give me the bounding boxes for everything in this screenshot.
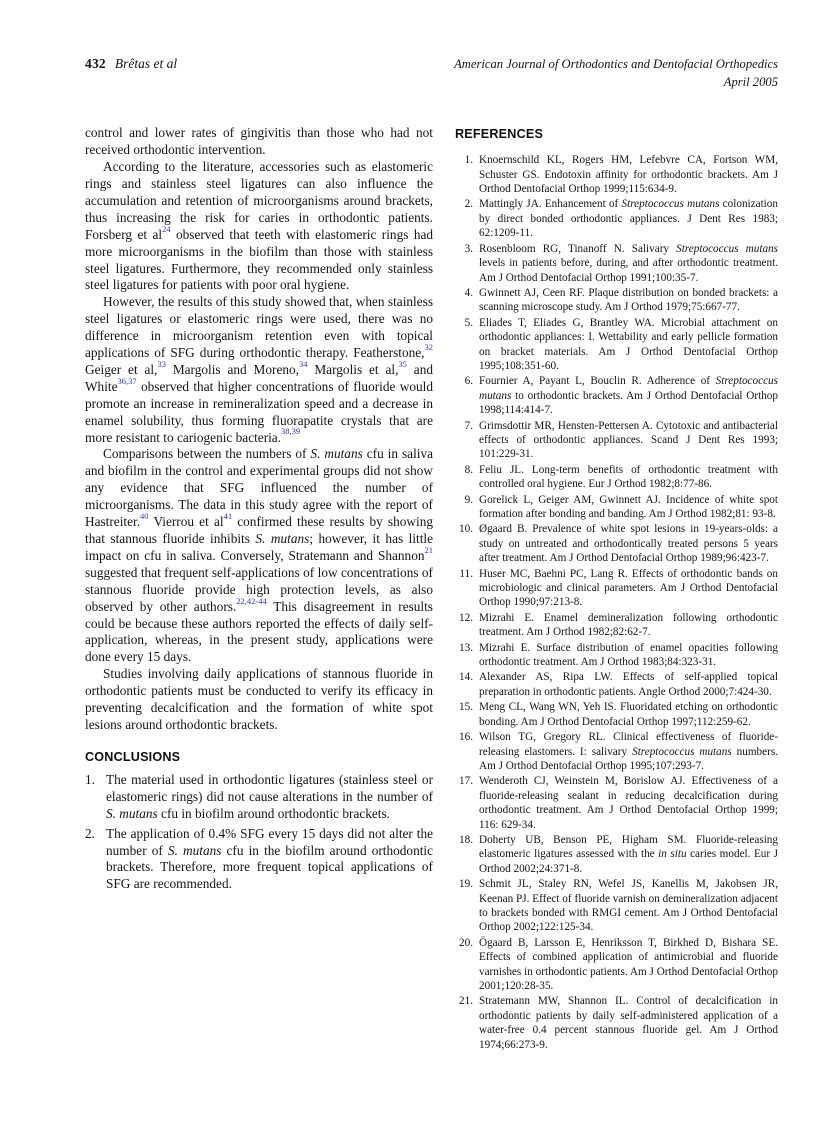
text-run: suggested that frequent self-applications of low concentrations of stannous fluoride provide high protection levels, as also observed by other authors.: [85, 564, 433, 614]
item-number: 20.: [459, 936, 473, 949]
text-run: Mattingly JA. Enhancement of: [479, 198, 622, 211]
text-run: cfu in biofilm around orthodontic brackets.: [157, 805, 390, 821]
text-run: confirmed these results by showing that stannous fluoride inhibits: [85, 514, 433, 546]
text-run: Comparisons between the numbers of: [103, 446, 311, 462]
item-text: [479, 153, 778, 196]
italic-text: Streptococcus mutans: [479, 375, 778, 402]
reference-item: [455, 197, 778, 240]
item-number: 16.: [459, 731, 473, 744]
item-text: [106, 772, 433, 823]
citation-superscript[interactable]: 36,37: [117, 375, 137, 386]
reference-item: [455, 522, 778, 565]
paragraph: [85, 125, 433, 159]
reference-item: [455, 994, 778, 1052]
paragraph: [85, 666, 433, 734]
item-text: [479, 730, 778, 773]
text-run: and White: [85, 361, 433, 394]
text-run: cfu in the biofilm around orthodontic brackets. Therefore, more frequent topical applications of SFG are recommended.: [106, 842, 434, 892]
item-number: 9.: [464, 493, 473, 506]
item-text: [479, 522, 778, 565]
item-number: 7.: [464, 419, 473, 432]
reference-item: [455, 374, 778, 417]
text-run: Geiger et al,: [85, 361, 158, 377]
text-run: Wilson TG, Gregory RL. Clinical effectiveness of fluoride-releasing elastomers. I: salivary: [479, 731, 778, 758]
item-text: [479, 877, 778, 935]
citation-superscript[interactable]: 35: [398, 358, 407, 369]
item-number: 8.: [464, 463, 473, 476]
reference-item: [455, 833, 778, 876]
text-run: numbers. Am J Orthod Dentofacial Orthop 1995;107:293-7.: [479, 745, 778, 772]
conclusion-item: [85, 826, 433, 894]
two-column-layout: [85, 125, 778, 1053]
item-text: [479, 611, 778, 640]
text-run: observed that higher concentrations of fluoride would promote an increase in remineralization speed and a decrease in enamel solubility, thus forming fluorapatite crystals that are more resistant to cariogenic bacteria.: [85, 378, 433, 445]
right-column: [455, 125, 778, 1053]
text-run: However, the results of this study showed that, when stainless steel ligatures or elastomeric rings were used, there was no difference in microorganism retention even with topical applications of SFG during orthodontic therapy. Featherstone,: [85, 294, 433, 361]
reference-item: [455, 316, 778, 374]
item-number: 19.: [459, 878, 473, 891]
reference-item: [455, 493, 778, 522]
text-run: Studies involving daily applications of stannous fluoride in orthodontic patients must be conducted to verify its efficacy in preventing decalcification and the formation of white spot lesions around orthodontic brackets.: [85, 666, 433, 732]
reference-item: [455, 419, 778, 462]
item-text: [479, 936, 778, 994]
item-text: [479, 419, 778, 462]
conclusions-heading: CONCLUSIONS: [85, 749, 181, 764]
reference-item: [455, 242, 778, 285]
paragraph: [85, 446, 433, 666]
text-run: Stratemann MW, Shannon IL. Control of decalcification in orthodontic patients by daily self-administered application of a water-free 0.4 percent stannous fluoride gel. Am J Orthod 1974;66:273-9.: [479, 995, 778, 1051]
text-run: The application of 0.4% SFG every 15 days did not alter the number of: [106, 825, 433, 858]
citation-superscript[interactable]: 22,42-44: [236, 595, 267, 606]
item-text: [479, 463, 778, 492]
item-number: 12.: [459, 611, 473, 624]
reference-item: [455, 153, 778, 196]
text-run: Grimsdottir MR, Hensten-Pettersen A. Cytotoxic and antibacterial effects of orthodontic appliances. Scand J Dent Res 1993; 101:229-31.: [479, 419, 778, 461]
reference-item: [455, 567, 778, 610]
italic-text: S. mutans: [255, 531, 310, 546]
reference-item: [455, 774, 778, 832]
text-run: ; however, it has little impact on cfu in saliva. Conversely, Stratemann and Shannon: [85, 531, 434, 563]
text-run: Vierrou et al: [148, 514, 224, 530]
item-text: [479, 242, 778, 285]
text-run: Huser MC, Baehni PC, Lang R. Effects of orthodontic bands on microbiologic and clinical parameters. Am J Orthod Dentofacial Orthop 1990;97:213-8.: [479, 567, 778, 609]
page-number: 432: [85, 56, 106, 71]
citation-superscript[interactable]: 21: [424, 544, 433, 555]
item-number: 1.: [85, 771, 95, 787]
text-run: Feliu JL. Long-term benefits of orthodontic treatment with controlled oral hygiene. Eur J Orthod 1982;8:77-86.: [479, 463, 778, 491]
item-number: 1.: [464, 154, 473, 167]
conclusions-list: [85, 772, 433, 893]
citation-superscript[interactable]: 41: [223, 510, 233, 521]
italic-text: S. mutans: [106, 805, 158, 821]
text-run: observed that teeth with elastomeric rings had more microorganisms in the biofilm than those with stainless steel ligatures. Furthermore, they recommended only stainless steel ligatures for patients with poor oral hygiene.: [85, 226, 434, 293]
item-number: 3.: [464, 242, 473, 255]
citation-superscript[interactable]: 38,39: [281, 426, 301, 437]
citation-superscript[interactable]: 40: [140, 510, 149, 521]
citation-superscript[interactable]: 33: [157, 358, 166, 369]
text-run: Rosenbloom RG, Tinanoff N. Salivary: [479, 242, 677, 255]
journal-title: American Journal of Orthodontics and Dentofacial Orthopedics: [454, 57, 778, 71]
citation-superscript[interactable]: 32: [424, 341, 433, 352]
text-run: colonization by direct bonded orthodontic appliances. J Dent Res 1983; 62:1209-11.: [479, 198, 778, 240]
text-run: According to the literature, accessories such as elastomeric rings and stainless steel ligatures can also influence the accumulation and retention of microorganisms around brackets, thus increasing the risk for caries in orthodontic patients. Forsberg et al: [85, 159, 433, 242]
item-number: 21.: [459, 995, 473, 1008]
running-header: [85, 56, 778, 91]
reference-item: [455, 877, 778, 935]
item-number: 17.: [459, 775, 473, 788]
item-number: 13.: [459, 641, 473, 654]
paragraph: [85, 294, 433, 446]
item-number: 10.: [459, 523, 473, 536]
running-authors: Brêtas et al: [114, 56, 178, 71]
italic-text: S. mutans: [310, 446, 363, 462]
running-header-left: [85, 56, 177, 72]
text-run: Gwinnett AJ, Ceen RF. Plaque distribution on bonded brackets: a scanning microscope study. Am J Orthod 1979;75:667-77.: [479, 286, 778, 314]
reference-item: [455, 700, 778, 729]
italic-text: Streptococcus mutans: [676, 242, 778, 255]
item-number: 2.: [464, 198, 473, 211]
item-text: [479, 641, 778, 670]
citation-superscript[interactable]: 34: [298, 358, 308, 369]
item-number: 11.: [459, 567, 473, 580]
left-column: [85, 125, 433, 1053]
reference-item: [455, 670, 778, 699]
references-list: [455, 153, 778, 1052]
item-number: 14.: [459, 671, 473, 684]
reference-item: [455, 286, 778, 315]
item-text: [479, 493, 778, 522]
item-number: 2.: [85, 825, 95, 841]
text-run: Øgaard B. Prevalence of white spot lesions in 19-years-olds: a study on untreated and orthodontically treated persons 5 years after treatment. Am J Orthod Dentofacial Orthop 1989;96:423-7.: [479, 523, 778, 565]
references-heading: REFERENCES: [455, 127, 544, 142]
text-run: This disagreement in results could be because these authors reported the effects of daily self-application, whereas, in the present study, applications were done every 15 days.: [85, 598, 433, 665]
reference-item: [455, 463, 778, 492]
item-number: 5.: [464, 316, 473, 329]
item-text: [479, 670, 778, 699]
conclusion-item: [85, 772, 433, 823]
text-run: Eliades T, Eliades G, Brantley WA. Microbial attachment on orthodontic appliances: I. Wettability and early pellicle formation on bracket materials. Am J Orthod Dentofacial Orthop 1995;108:351-60.: [479, 316, 778, 372]
reference-item: [455, 730, 778, 773]
running-header-right: [454, 56, 778, 91]
item-text: [479, 833, 778, 876]
text-run: Schmit JL, Staley RN, Wefel JS, Kanellis M, Jakobsen JR, Keenan PJ. Effect of fluoride varnish on demineralization adjacent to brackets bonded with RMGI cement. Am J Orthod Dentofacial Orthop 2002;122:125-34.: [479, 878, 778, 934]
item-text: [479, 700, 778, 729]
item-number: 6.: [464, 375, 473, 388]
text-run: Fournier A, Payant L, Bouclin R. Adherence of: [479, 375, 716, 388]
item-number: 4.: [464, 286, 473, 299]
item-text: [479, 374, 778, 417]
discussion-text: [85, 125, 433, 734]
reference-item: [455, 611, 778, 640]
text-run: caries model. Eur J Orthod 2002;24:371-8.: [479, 848, 778, 875]
text-run: to orthodontic brackets. Am J Orthod Dentofacial Orthop 1998;114:414-7.: [479, 389, 778, 417]
citation-superscript[interactable]: 24: [162, 223, 171, 234]
text-run: Margolis and Moreno,: [165, 361, 299, 377]
reference-item: [455, 936, 778, 994]
text-run: Mizrahi E. Enamel demineralization following orthodontic treatment. Am J Orthod 1982;82:62-7.: [479, 611, 778, 639]
text-run: cfu in saliva and biofilm in the control and experimental groups did not show any evidence that SFG influenced the number of microorganisms. The data in this study agree with the report of Hastreiter.: [85, 446, 434, 530]
item-number: 18.: [459, 833, 473, 846]
item-text: [479, 567, 778, 610]
issue-date: April 2005: [723, 74, 778, 89]
text-run: Mizrahi E. Surface distribution of enamel opacities following orthodontic treatment. Am J Orthod 1983;84:323-31.: [479, 641, 778, 669]
text-run: Alexander AS, Ripa LW. Effects of self-applied topical preparation in orthodontic patients. Angle Orthod 2000;7:424-30.: [479, 671, 778, 698]
item-number: 15.: [459, 701, 473, 714]
item-text: [479, 994, 778, 1052]
item-text: [479, 774, 778, 832]
text-run: Gorelick L, Geiger AM, Gwinnett AJ. Incidence of white spot formation after bonding and banding. Am J Orthod 1982;81: 93-8.: [479, 493, 778, 520]
text-run: Margolis et al,: [307, 361, 399, 377]
item-text: [479, 286, 778, 315]
text-run: control and lower rates of gingivitis than those who had not received orthodontic intervention.: [85, 125, 433, 158]
text-run: Ögaard B, Larsson E, Henriksson T, Birkhed D, Bishara SE. Effects of combined application of antimicrobial and fluoride varnishes in orthodontic patients. Am J Orthod Dentofacial Orthop 2001;120:28-35.: [479, 936, 778, 992]
text-run: The material used in orthodontic ligatures (stainless steel or elastomeric rings) did not cause alterations in the number of: [106, 771, 433, 804]
text-run: levels in patients before, during, and after orthodontic treatment. Am J Orthod Dentofacial Orthop 1991;100:35-7.: [479, 257, 778, 284]
italic-text: Streptococcus mutans: [632, 745, 732, 758]
paragraph: [85, 159, 433, 294]
text-run: Meng CL, Wang WN, Yeh IS. Fluoridated etching on orthodontic bonding. Am J Orthod Dentofacial Orthop 1997;112:259-62.: [479, 701, 778, 728]
text-run: Doherty UB, Benson PE, Higham SM. Fluoride-releasing elastomeric ligatures assessed with the: [479, 833, 778, 861]
italic-text: S. mutans: [167, 842, 222, 858]
text-run: Knoernschild KL, Rogers HM, Lefebvre CA, Fortson WM, Schuster GS. Endotoxin affinity for orthodontic brackets. Am J Orthod Dentofacial Orthop 1999;115:634-9.: [479, 154, 778, 196]
reference-item: [455, 641, 778, 670]
item-text: [479, 316, 778, 374]
item-text: [106, 826, 433, 894]
item-text: [479, 197, 778, 240]
text-run: Wenderoth CJ, Weinstein M, Borislow AJ. Effectiveness of a fluoride-releasing sealant in reducing decalcification during orthodontic treatment. Am J Orthod Dentofacial Orthop 1999; 116: 629-34.: [479, 775, 778, 831]
italic-text: in situ: [658, 848, 687, 861]
italic-text: Streptococcus mutans: [621, 198, 720, 211]
